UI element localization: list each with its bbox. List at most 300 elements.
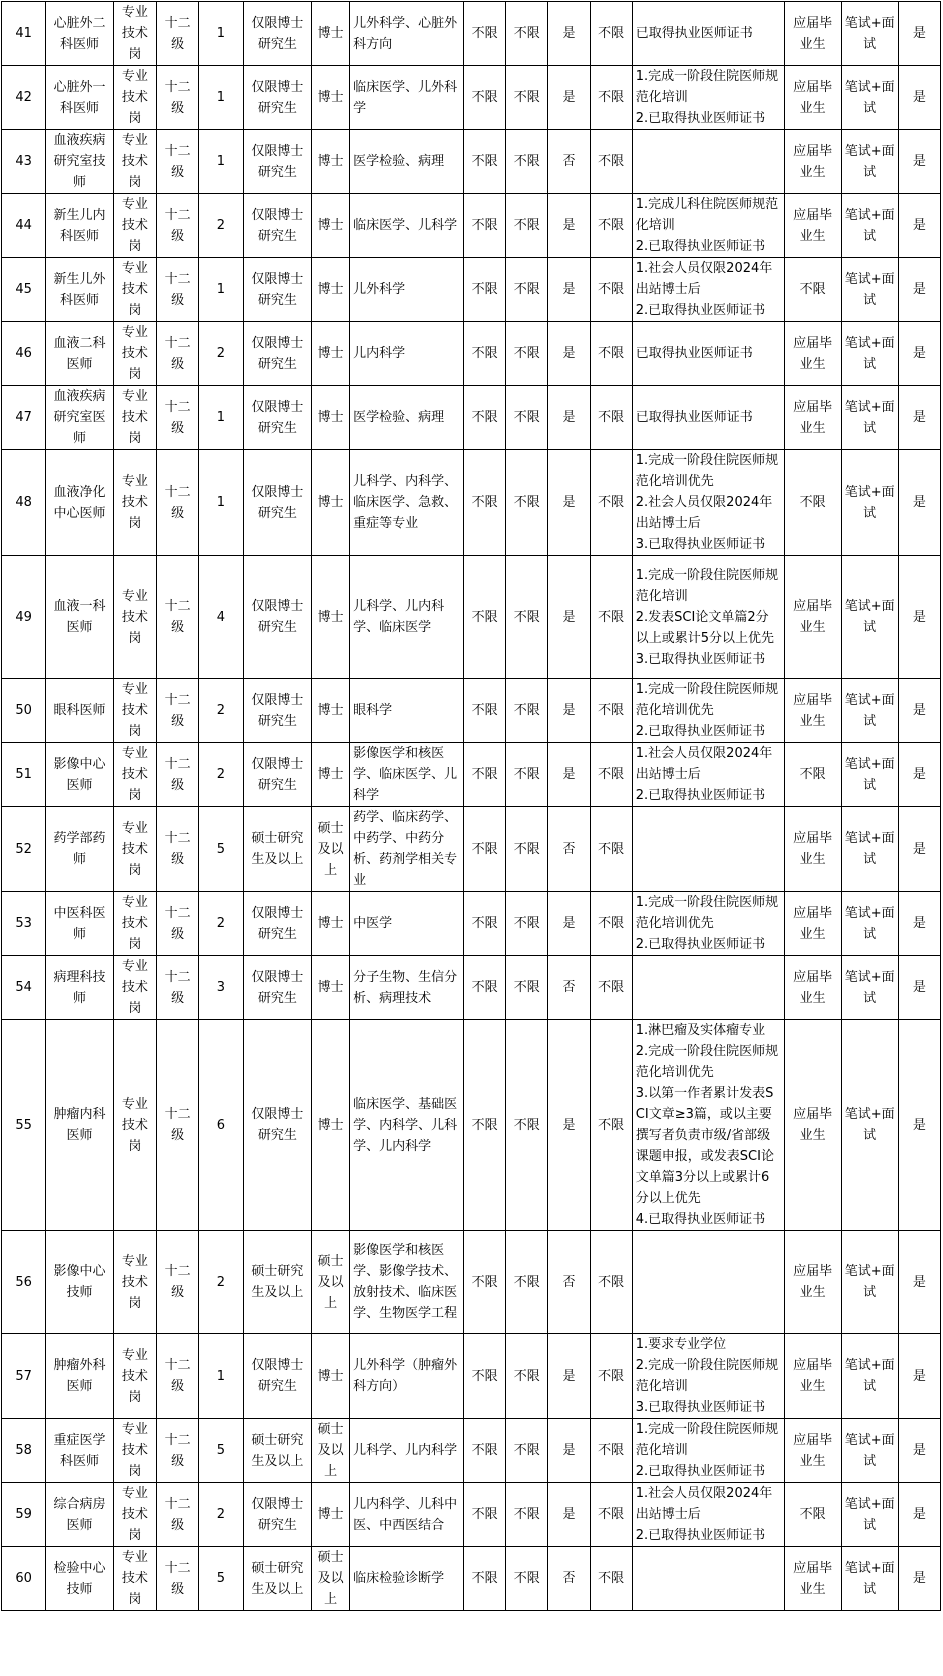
headcount-cell: 2 xyxy=(199,892,243,956)
political-status-cell: 不限 xyxy=(506,66,548,130)
major-cell: 分子生物、生信分析、病理技术 xyxy=(350,956,464,1020)
degree-cell: 博士 xyxy=(312,892,350,956)
headcount-cell: 1 xyxy=(199,1334,243,1419)
other-limit-cell: 不限 xyxy=(590,130,632,194)
position-name-cell: 综合病房医师 xyxy=(46,1483,114,1547)
qualification-required-cell: 是 xyxy=(548,1419,590,1483)
age-cell: 不限 xyxy=(464,1483,506,1547)
position-level-cell: 十二级 xyxy=(157,892,199,956)
age-cell: 不限 xyxy=(464,679,506,743)
row-number-cell: 50 xyxy=(2,679,46,743)
row-number-cell: 41 xyxy=(2,2,46,66)
other-requirements-cell: 1.完成一阶段住院医师规范化培训优先 2.已取得执业医师证书 xyxy=(632,679,784,743)
major-cell: 医学检验、病理 xyxy=(350,386,464,450)
qualification-required-cell: 是 xyxy=(548,450,590,556)
qualification-required-cell: 是 xyxy=(548,258,590,322)
position-type-cell: 专业技术岗 xyxy=(113,1483,156,1547)
on-staff-cell: 是 xyxy=(898,1231,940,1334)
table-row xyxy=(2,2,941,66)
row-number-cell: 53 xyxy=(2,892,46,956)
position-level-cell: 十二级 xyxy=(157,556,199,679)
other-requirements-cell: 已取得执业医师证书 xyxy=(632,2,784,66)
political-status-cell: 不限 xyxy=(506,807,548,892)
position-type-cell: 专业技术岗 xyxy=(113,450,156,556)
qualification-required-cell: 否 xyxy=(548,130,590,194)
position-type-cell: 专业技术岗 xyxy=(113,2,156,66)
major-cell: 眼科学 xyxy=(350,679,464,743)
degree-cell: 博士 xyxy=(312,556,350,679)
other-limit-cell: 不限 xyxy=(590,1334,632,1419)
position-type-cell: 专业技术岗 xyxy=(113,194,156,258)
position-name-cell: 血液一科医师 xyxy=(46,556,114,679)
applicant-scope-cell: 应届毕业生 xyxy=(784,1020,841,1231)
on-staff-cell: 是 xyxy=(898,322,940,386)
position-type-cell: 专业技术岗 xyxy=(113,258,156,322)
position-level-cell: 十二级 xyxy=(157,1334,199,1419)
headcount-cell: 1 xyxy=(199,2,243,66)
education-cell: 硕士研究生及以上 xyxy=(243,1419,312,1483)
other-requirements-cell xyxy=(632,807,784,892)
age-cell: 不限 xyxy=(464,1334,506,1419)
age-cell: 不限 xyxy=(464,743,506,807)
education-cell: 仅限博士研究生 xyxy=(243,956,312,1020)
table-row xyxy=(2,130,941,194)
table-row xyxy=(2,892,941,956)
major-cell: 临床医学、儿科学 xyxy=(350,194,464,258)
education-cell: 仅限博士研究生 xyxy=(243,322,312,386)
age-cell: 不限 xyxy=(464,1547,506,1611)
row-number-cell: 49 xyxy=(2,556,46,679)
recruitment-table xyxy=(1,1,941,1611)
on-staff-cell: 是 xyxy=(898,386,940,450)
position-type-cell: 专业技术岗 xyxy=(113,956,156,1020)
qualification-required-cell: 是 xyxy=(548,743,590,807)
qualification-required-cell: 是 xyxy=(548,194,590,258)
position-name-cell: 肿瘤内科医师 xyxy=(46,1020,114,1231)
applicant-scope-cell: 应届毕业生 xyxy=(784,66,841,130)
applicant-scope-cell: 应届毕业生 xyxy=(784,1547,841,1611)
qualification-required-cell: 否 xyxy=(548,807,590,892)
major-cell: 儿科学、儿内科学 xyxy=(350,1419,464,1483)
position-level-cell: 十二级 xyxy=(157,1231,199,1334)
table-row xyxy=(2,743,941,807)
position-level-cell: 十二级 xyxy=(157,807,199,892)
row-number-cell: 60 xyxy=(2,1547,46,1611)
applicant-scope-cell: 应届毕业生 xyxy=(784,892,841,956)
table-row xyxy=(2,450,941,556)
position-type-cell: 专业技术岗 xyxy=(113,892,156,956)
position-level-cell: 十二级 xyxy=(157,258,199,322)
table-row xyxy=(2,1231,941,1334)
political-status-cell: 不限 xyxy=(506,450,548,556)
table-body xyxy=(2,2,941,1611)
degree-cell: 博士 xyxy=(312,1020,350,1231)
headcount-cell: 4 xyxy=(199,556,243,679)
qualification-required-cell: 是 xyxy=(548,679,590,743)
education-cell: 仅限博士研究生 xyxy=(243,556,312,679)
position-level-cell: 十二级 xyxy=(157,1020,199,1231)
other-requirements-cell: 1.完成儿科住院医师规范化培训 2.已取得执业医师证书 xyxy=(632,194,784,258)
exam-method-cell: 笔试+面试 xyxy=(841,743,898,807)
political-status-cell: 不限 xyxy=(506,956,548,1020)
exam-method-cell: 笔试+面试 xyxy=(841,556,898,679)
age-cell: 不限 xyxy=(464,1419,506,1483)
on-staff-cell: 是 xyxy=(898,679,940,743)
row-number-cell: 59 xyxy=(2,1483,46,1547)
applicant-scope-cell: 应届毕业生 xyxy=(784,386,841,450)
age-cell: 不限 xyxy=(464,130,506,194)
age-cell: 不限 xyxy=(464,66,506,130)
position-type-cell: 专业技术岗 xyxy=(113,679,156,743)
political-status-cell: 不限 xyxy=(506,1419,548,1483)
headcount-cell: 1 xyxy=(199,386,243,450)
applicant-scope-cell: 应届毕业生 xyxy=(784,322,841,386)
position-name-cell: 影像中心技师 xyxy=(46,1231,114,1334)
other-requirements-cell xyxy=(632,130,784,194)
degree-cell: 博士 xyxy=(312,679,350,743)
position-name-cell: 心脏外二科医师 xyxy=(46,2,114,66)
other-limit-cell: 不限 xyxy=(590,807,632,892)
age-cell: 不限 xyxy=(464,450,506,556)
qualification-required-cell: 否 xyxy=(548,1547,590,1611)
position-type-cell: 专业技术岗 xyxy=(113,1419,156,1483)
education-cell: 仅限博士研究生 xyxy=(243,1483,312,1547)
on-staff-cell: 是 xyxy=(898,66,940,130)
applicant-scope-cell: 不限 xyxy=(784,743,841,807)
on-staff-cell: 是 xyxy=(898,1547,940,1611)
other-limit-cell: 不限 xyxy=(590,322,632,386)
education-cell: 仅限博士研究生 xyxy=(243,258,312,322)
qualification-required-cell: 是 xyxy=(548,386,590,450)
other-limit-cell: 不限 xyxy=(590,2,632,66)
political-status-cell: 不限 xyxy=(506,1334,548,1419)
headcount-cell: 5 xyxy=(199,807,243,892)
degree-cell: 硕士及以上 xyxy=(312,1547,350,1611)
other-limit-cell: 不限 xyxy=(590,1020,632,1231)
exam-method-cell: 笔试+面试 xyxy=(841,322,898,386)
exam-method-cell: 笔试+面试 xyxy=(841,130,898,194)
position-level-cell: 十二级 xyxy=(157,450,199,556)
position-type-cell: 专业技术岗 xyxy=(113,807,156,892)
position-level-cell: 十二级 xyxy=(157,1483,199,1547)
table-row xyxy=(2,1334,941,1419)
exam-method-cell: 笔试+面试 xyxy=(841,956,898,1020)
other-requirements-cell: 1.淋巴瘤及实体瘤专业 2.完成一阶段住院医师规范化培训优先 3.以第一作者累计发表SCI文章≥3篇，或以主要撰写者负责市级/省部级课题申报，或发表SCI论文单篇3分以上或累计6分以上优先 4.已取得执业医师证书 xyxy=(632,1020,784,1231)
row-number-cell: 42 xyxy=(2,66,46,130)
position-name-cell: 肿瘤外科医师 xyxy=(46,1334,114,1419)
table-row xyxy=(2,956,941,1020)
major-cell: 儿内科学 xyxy=(350,322,464,386)
degree-cell: 博士 xyxy=(312,66,350,130)
other-requirements-cell: 1.完成一阶段住院医师规范化培训 2.已取得执业医师证书 xyxy=(632,66,784,130)
other-limit-cell: 不限 xyxy=(590,194,632,258)
degree-cell: 博士 xyxy=(312,956,350,1020)
position-type-cell: 专业技术岗 xyxy=(113,743,156,807)
table-row xyxy=(2,1483,941,1547)
major-cell: 儿外科学（肿瘤外科方向） xyxy=(350,1334,464,1419)
on-staff-cell: 是 xyxy=(898,130,940,194)
row-number-cell: 46 xyxy=(2,322,46,386)
position-name-cell: 重症医学科医师 xyxy=(46,1419,114,1483)
education-cell: 仅限博士研究生 xyxy=(243,892,312,956)
table-row xyxy=(2,1020,941,1231)
on-staff-cell: 是 xyxy=(898,1334,940,1419)
exam-method-cell: 笔试+面试 xyxy=(841,1334,898,1419)
headcount-cell: 2 xyxy=(199,1483,243,1547)
headcount-cell: 1 xyxy=(199,66,243,130)
headcount-cell: 5 xyxy=(199,1419,243,1483)
row-number-cell: 48 xyxy=(2,450,46,556)
other-limit-cell: 不限 xyxy=(590,258,632,322)
exam-method-cell: 笔试+面试 xyxy=(841,258,898,322)
age-cell: 不限 xyxy=(464,386,506,450)
major-cell: 儿科学、内科学、临床医学、急救、重症等专业 xyxy=(350,450,464,556)
position-name-cell: 中医科医师 xyxy=(46,892,114,956)
position-name-cell: 眼科医师 xyxy=(46,679,114,743)
political-status-cell: 不限 xyxy=(506,743,548,807)
applicant-scope-cell: 应届毕业生 xyxy=(784,194,841,258)
education-cell: 硕士研究生及以上 xyxy=(243,807,312,892)
on-staff-cell: 是 xyxy=(898,892,940,956)
political-status-cell: 不限 xyxy=(506,2,548,66)
age-cell: 不限 xyxy=(464,194,506,258)
position-level-cell: 十二级 xyxy=(157,66,199,130)
age-cell: 不限 xyxy=(464,807,506,892)
position-type-cell: 专业技术岗 xyxy=(113,556,156,679)
qualification-required-cell: 是 xyxy=(548,66,590,130)
other-requirements-cell xyxy=(632,1547,784,1611)
applicant-scope-cell: 不限 xyxy=(784,258,841,322)
major-cell: 儿科学、儿内科学、临床医学 xyxy=(350,556,464,679)
political-status-cell: 不限 xyxy=(506,1547,548,1611)
other-limit-cell: 不限 xyxy=(590,1547,632,1611)
exam-method-cell: 笔试+面试 xyxy=(841,807,898,892)
position-type-cell: 专业技术岗 xyxy=(113,130,156,194)
on-staff-cell: 是 xyxy=(898,194,940,258)
row-number-cell: 44 xyxy=(2,194,46,258)
education-cell: 仅限博士研究生 xyxy=(243,743,312,807)
position-name-cell: 新生儿外科医师 xyxy=(46,258,114,322)
political-status-cell: 不限 xyxy=(506,258,548,322)
education-cell: 仅限博士研究生 xyxy=(243,130,312,194)
on-staff-cell: 是 xyxy=(898,956,940,1020)
other-requirements-cell xyxy=(632,1231,784,1334)
other-requirements-cell: 已取得执业医师证书 xyxy=(632,322,784,386)
major-cell: 儿内科学、儿科中医、中西医结合 xyxy=(350,1483,464,1547)
major-cell: 影像医学和核医学、临床医学、儿科学 xyxy=(350,743,464,807)
major-cell: 临床检验诊断学 xyxy=(350,1547,464,1611)
political-status-cell: 不限 xyxy=(506,1231,548,1334)
other-requirements-cell: 1.完成一阶段住院医师规范化培训 2.已取得执业医师证书 xyxy=(632,1419,784,1483)
other-limit-cell: 不限 xyxy=(590,892,632,956)
row-number-cell: 52 xyxy=(2,807,46,892)
other-requirements-cell: 1.完成一阶段住院医师规范化培训 2.发表SCI论文单篇2分以上或累计5分以上优先 3.已取得执业医师证书 xyxy=(632,556,784,679)
position-type-cell: 专业技术岗 xyxy=(113,1020,156,1231)
degree-cell: 博士 xyxy=(312,2,350,66)
political-status-cell: 不限 xyxy=(506,130,548,194)
other-limit-cell: 不限 xyxy=(590,956,632,1020)
education-cell: 仅限博士研究生 xyxy=(243,450,312,556)
political-status-cell: 不限 xyxy=(506,322,548,386)
other-limit-cell: 不限 xyxy=(590,1231,632,1334)
degree-cell: 博士 xyxy=(312,194,350,258)
table-row xyxy=(2,807,941,892)
on-staff-cell: 是 xyxy=(898,1483,940,1547)
other-limit-cell: 不限 xyxy=(590,1483,632,1547)
degree-cell: 硕士及以上 xyxy=(312,807,350,892)
applicant-scope-cell: 应届毕业生 xyxy=(784,1231,841,1334)
table-row xyxy=(2,194,941,258)
major-cell: 影像医学和核医学、影像学技术、放射技术、临床医学、生物医学工程 xyxy=(350,1231,464,1334)
major-cell: 儿外科学、心脏外科方向 xyxy=(350,2,464,66)
on-staff-cell: 是 xyxy=(898,743,940,807)
exam-method-cell: 笔试+面试 xyxy=(841,1483,898,1547)
position-level-cell: 十二级 xyxy=(157,130,199,194)
other-requirements-cell: 已取得执业医师证书 xyxy=(632,386,784,450)
on-staff-cell: 是 xyxy=(898,2,940,66)
table-row xyxy=(2,322,941,386)
education-cell: 仅限博士研究生 xyxy=(243,1334,312,1419)
position-level-cell: 十二级 xyxy=(157,743,199,807)
other-limit-cell: 不限 xyxy=(590,679,632,743)
table-row xyxy=(2,66,941,130)
political-status-cell: 不限 xyxy=(506,556,548,679)
education-cell: 硕士研究生及以上 xyxy=(243,1231,312,1334)
education-cell: 仅限博士研究生 xyxy=(243,2,312,66)
degree-cell: 博士 xyxy=(312,386,350,450)
other-requirements-cell: 1.完成一阶段住院医师规范化培训优先 2.已取得执业医师证书 xyxy=(632,892,784,956)
qualification-required-cell: 否 xyxy=(548,956,590,1020)
other-limit-cell: 不限 xyxy=(590,66,632,130)
education-cell: 仅限博士研究生 xyxy=(243,1020,312,1231)
applicant-scope-cell: 应届毕业生 xyxy=(784,1419,841,1483)
exam-method-cell: 笔试+面试 xyxy=(841,1020,898,1231)
position-type-cell: 专业技术岗 xyxy=(113,1547,156,1611)
degree-cell: 博士 xyxy=(312,450,350,556)
position-name-cell: 血液二科医师 xyxy=(46,322,114,386)
position-type-cell: 专业技术岗 xyxy=(113,1231,156,1334)
education-cell: 硕士研究生及以上 xyxy=(243,1547,312,1611)
major-cell: 中医学 xyxy=(350,892,464,956)
age-cell: 不限 xyxy=(464,2,506,66)
applicant-scope-cell: 应届毕业生 xyxy=(784,2,841,66)
qualification-required-cell: 是 xyxy=(548,322,590,386)
position-type-cell: 专业技术岗 xyxy=(113,386,156,450)
row-number-cell: 55 xyxy=(2,1020,46,1231)
headcount-cell: 2 xyxy=(199,743,243,807)
position-type-cell: 专业技术岗 xyxy=(113,66,156,130)
position-name-cell: 血液疾病研究室技师 xyxy=(46,130,114,194)
row-number-cell: 57 xyxy=(2,1334,46,1419)
applicant-scope-cell: 应届毕业生 xyxy=(784,130,841,194)
table-row xyxy=(2,679,941,743)
degree-cell: 博士 xyxy=(312,258,350,322)
other-limit-cell: 不限 xyxy=(590,1419,632,1483)
other-requirements-cell: 1.社会人员仅限2024年出站博士后 2.已取得执业医师证书 xyxy=(632,743,784,807)
political-status-cell: 不限 xyxy=(506,1483,548,1547)
political-status-cell: 不限 xyxy=(506,892,548,956)
applicant-scope-cell: 应届毕业生 xyxy=(784,956,841,1020)
major-cell: 临床医学、基础医学、内科学、儿科学、儿内科学 xyxy=(350,1020,464,1231)
applicant-scope-cell: 应届毕业生 xyxy=(784,807,841,892)
headcount-cell: 2 xyxy=(199,194,243,258)
position-name-cell: 影像中心医师 xyxy=(46,743,114,807)
position-level-cell: 十二级 xyxy=(157,322,199,386)
position-name-cell: 心脏外一科医师 xyxy=(46,66,114,130)
degree-cell: 博士 xyxy=(312,322,350,386)
qualification-required-cell: 否 xyxy=(548,1231,590,1334)
other-limit-cell: 不限 xyxy=(590,386,632,450)
age-cell: 不限 xyxy=(464,956,506,1020)
qualification-required-cell: 是 xyxy=(548,892,590,956)
headcount-cell: 1 xyxy=(199,258,243,322)
on-staff-cell: 是 xyxy=(898,1419,940,1483)
exam-method-cell: 笔试+面试 xyxy=(841,892,898,956)
position-name-cell: 药学部药师 xyxy=(46,807,114,892)
position-type-cell: 专业技术岗 xyxy=(113,322,156,386)
on-staff-cell: 是 xyxy=(898,807,940,892)
other-limit-cell: 不限 xyxy=(590,450,632,556)
exam-method-cell: 笔试+面试 xyxy=(841,1547,898,1611)
degree-cell: 博士 xyxy=(312,1334,350,1419)
on-staff-cell: 是 xyxy=(898,258,940,322)
row-number-cell: 51 xyxy=(2,743,46,807)
headcount-cell: 1 xyxy=(199,130,243,194)
qualification-required-cell: 是 xyxy=(548,1334,590,1419)
headcount-cell: 1 xyxy=(199,450,243,556)
degree-cell: 博士 xyxy=(312,1483,350,1547)
political-status-cell: 不限 xyxy=(506,679,548,743)
degree-cell: 硕士及以上 xyxy=(312,1419,350,1483)
position-level-cell: 十二级 xyxy=(157,1419,199,1483)
education-cell: 仅限博士研究生 xyxy=(243,386,312,450)
exam-method-cell: 笔试+面试 xyxy=(841,1419,898,1483)
row-number-cell: 43 xyxy=(2,130,46,194)
position-name-cell: 检验中心技师 xyxy=(46,1547,114,1611)
age-cell: 不限 xyxy=(464,892,506,956)
major-cell: 医学检验、病理 xyxy=(350,130,464,194)
applicant-scope-cell: 不限 xyxy=(784,1483,841,1547)
education-cell: 仅限博士研究生 xyxy=(243,679,312,743)
on-staff-cell: 是 xyxy=(898,450,940,556)
degree-cell: 博士 xyxy=(312,743,350,807)
major-cell: 儿外科学 xyxy=(350,258,464,322)
on-staff-cell: 是 xyxy=(898,1020,940,1231)
other-limit-cell: 不限 xyxy=(590,743,632,807)
political-status-cell: 不限 xyxy=(506,386,548,450)
headcount-cell: 5 xyxy=(199,1547,243,1611)
qualification-required-cell: 是 xyxy=(548,1483,590,1547)
other-requirements-cell xyxy=(632,956,784,1020)
exam-method-cell: 笔试+面试 xyxy=(841,194,898,258)
exam-method-cell: 笔试+面试 xyxy=(841,386,898,450)
exam-method-cell: 笔试+面试 xyxy=(841,679,898,743)
education-cell: 仅限博士研究生 xyxy=(243,194,312,258)
exam-method-cell: 笔试+面试 xyxy=(841,66,898,130)
table-row xyxy=(2,1547,941,1611)
applicant-scope-cell: 不限 xyxy=(784,450,841,556)
table-row xyxy=(2,386,941,450)
headcount-cell: 2 xyxy=(199,679,243,743)
applicant-scope-cell: 应届毕业生 xyxy=(784,1334,841,1419)
position-level-cell: 十二级 xyxy=(157,386,199,450)
position-type-cell: 专业技术岗 xyxy=(113,1334,156,1419)
position-level-cell: 十二级 xyxy=(157,2,199,66)
major-cell: 临床医学、儿外科学 xyxy=(350,66,464,130)
table-row xyxy=(2,258,941,322)
exam-method-cell: 笔试+面试 xyxy=(841,2,898,66)
position-name-cell: 血液净化中心医师 xyxy=(46,450,114,556)
